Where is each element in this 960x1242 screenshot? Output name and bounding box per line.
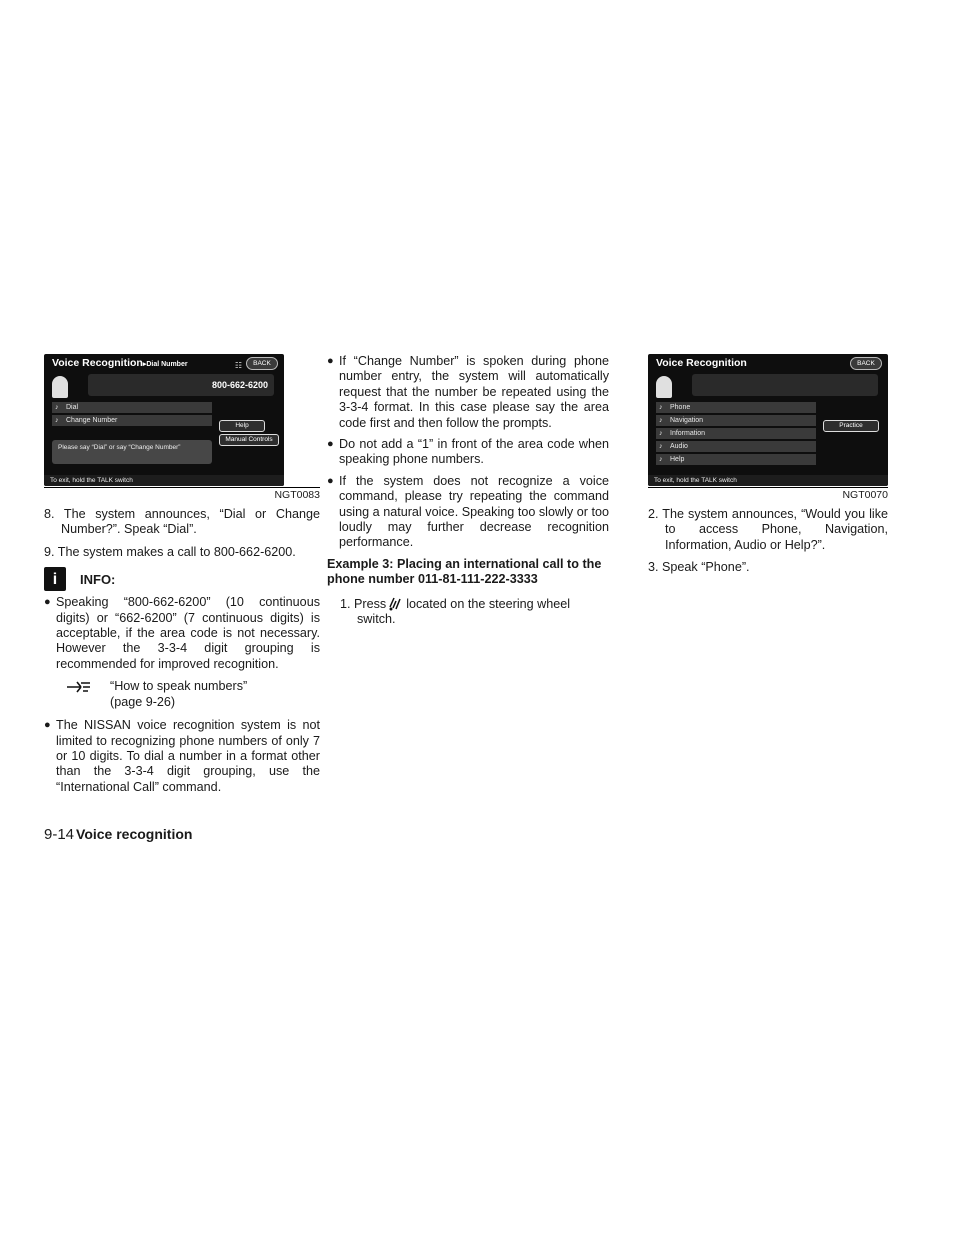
screen-title: Voice Recognition <box>656 357 747 369</box>
figure-caption: NGT0083 <box>44 487 320 501</box>
column-left <box>44 354 320 801</box>
step-1: 1. Press located on the steering wheel switch. <box>340 596 571 627</box>
step-2: 2. The system announces, “Would you like to access Phone, Navigation, Information, Audio or Help?”. <box>648 507 888 552</box>
section-title: Voice recognition <box>76 826 193 842</box>
prompt-message: Please say “Dial” or say “Change Number” <box>52 440 212 464</box>
menu-item-change-number[interactable]: ♪ Change Number <box>52 415 212 426</box>
example-heading: Example 3: Placing an international call to the phone number 011-81-111-222-3333 <box>327 556 602 587</box>
info-icon: i <box>44 567 66 591</box>
voice-icon: ♪ <box>659 443 663 450</box>
practice-button[interactable]: Practice <box>823 420 879 432</box>
bullet-area-code: ● Do not add a “1” in front of the area code when speaking phone numbers. <box>327 437 609 468</box>
step-8: 8. The system announces, “Dial or Change Number?”. Speak “Dial”. <box>44 507 320 537</box>
screen-subtitle: ▸Dial Number <box>142 361 188 368</box>
menu-item-help[interactable]: ♪ Help <box>656 454 816 465</box>
screenshot-main-menu <box>648 354 888 486</box>
exit-hint: To exit, hold the TALK switch <box>648 475 888 486</box>
page-number: 9-14 <box>44 826 75 843</box>
page-reference <box>66 678 320 710</box>
step-3: 3. Speak “Phone”. <box>648 560 750 575</box>
info-label: INFO: <box>80 571 116 587</box>
recognition-bar <box>692 374 878 396</box>
voice-icon: ♪ <box>55 404 59 411</box>
exit-hint: To exit, hold the TALK switch <box>44 475 284 486</box>
menu-item-information[interactable]: ♪ Information <box>656 428 816 439</box>
page-footer <box>44 826 192 843</box>
screen-title: Voice Recognition▸Dial Number <box>52 357 188 369</box>
reference-title[interactable]: “How to speak numbers” <box>110 679 248 694</box>
manual-controls-button[interactable]: Manual Controls <box>219 434 279 446</box>
pointing-hand-icon <box>66 678 92 696</box>
voice-head-icon <box>656 376 672 398</box>
info-bullet-2: ● The NISSAN voice recognition system is not limited to recognizing phone numbers of only 7 or 10 digits. To dial a number in a format other than the 3-3-4 digit grouping, use the “International Call” command. <box>44 718 320 795</box>
voice-icon: ♪ <box>659 417 663 424</box>
menu-item-dial[interactable]: ♪ Dial <box>52 402 212 413</box>
voice-icon: ♪ <box>659 456 663 463</box>
voice-icon: ♪ <box>659 404 663 411</box>
back-button[interactable]: BACK <box>850 357 882 370</box>
back-button[interactable]: BACK <box>246 357 278 370</box>
figure-caption: NGT0070 <box>648 487 888 501</box>
screenshot-dial-number <box>44 354 284 486</box>
info-bullet-1: ● Speaking “800-662-6200” (10 continuous digits) or “662-6200” (7 continuous digits) is acceptable, if the area code is not necessary. However the 3-3-4 digit grouping is recommended for improved recognition. <box>44 595 320 672</box>
bullet-not-recognized: ● If the system does not recognize a voice command, please try repeating the command using a natural voice. Speaking too slowly or too loudly may further decrease recognition performance. <box>327 474 609 551</box>
column-right <box>648 354 888 583</box>
menu-item-audio[interactable]: ♪ Audio <box>656 441 816 452</box>
signal-icon: ☷ <box>234 361 242 370</box>
voice-icon: ♪ <box>659 430 663 437</box>
talk-switch-icon <box>388 595 402 611</box>
bullet-change-number: ● If “Change Number” is spoken during phone number entry, the system will automatically request that the number be repeated using the 3-3-4 format. In this case please say the area code first and then follow the prompts. <box>327 354 609 431</box>
column-middle <box>327 354 609 635</box>
info-header <box>44 567 320 591</box>
reference-page: (page 9-26) <box>110 695 176 710</box>
dialed-number: 800-662-6200 <box>88 374 274 396</box>
menu-item-navigation[interactable]: ♪ Navigation <box>656 415 816 426</box>
menu-item-phone[interactable]: ♪ Phone <box>656 402 816 413</box>
step-9: 9. The system makes a call to 800-662-6200. <box>44 544 296 559</box>
voice-head-icon <box>52 376 68 398</box>
help-button[interactable]: Help <box>219 420 265 432</box>
voice-icon: ♪ <box>55 417 59 424</box>
